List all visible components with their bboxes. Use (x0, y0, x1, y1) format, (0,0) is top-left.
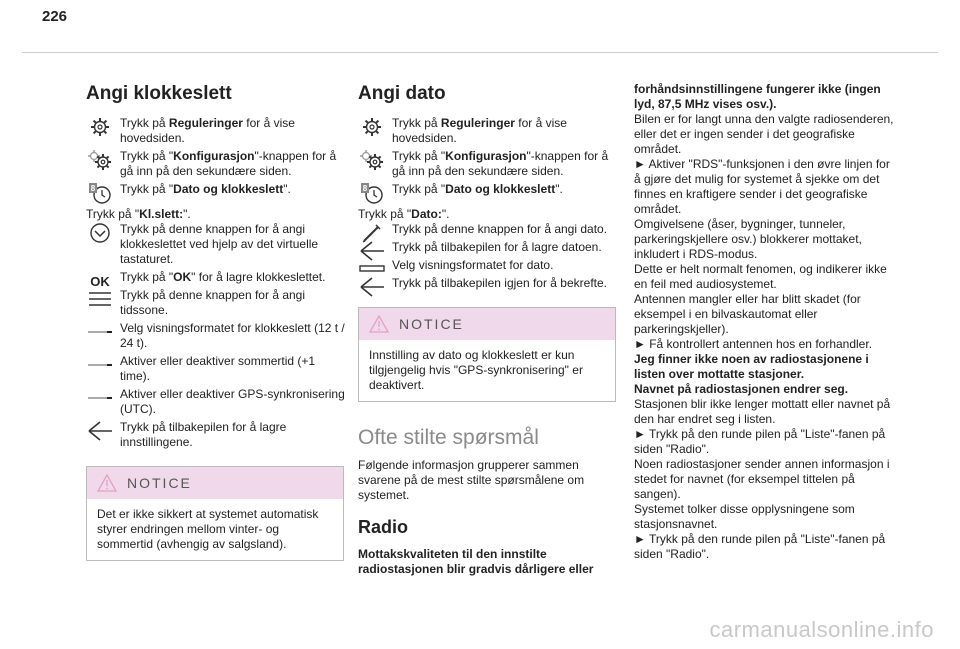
svg-text:8: 8 (90, 184, 96, 193)
column-set-date (358, 82, 616, 577)
step-item (358, 276, 616, 291)
step-item (358, 182, 616, 197)
gear-icon (358, 116, 386, 138)
step-item (86, 270, 348, 289)
clock-8-icon (358, 182, 386, 204)
step-item (86, 354, 348, 384)
notice-header (359, 308, 615, 340)
faq-answer: ► Få kontrollert antennen hos en forhandler. (634, 337, 873, 351)
step-item (358, 240, 616, 255)
notice-header (87, 467, 343, 499)
notice-title: NOTICE (399, 315, 464, 332)
header-divider (22, 52, 938, 53)
faq-answer: Bilen er for langt unna den valgte radiosenderen, eller det er ingen sender i det geografiske området. (634, 112, 894, 156)
step-text: Velg visningsformatet for klokkeslett (12 t / 24 t). (120, 321, 345, 350)
faq-intro: Følgende informasjon grupperer sammen svarene på de mest stilte spørsmålene om systemet. (358, 458, 585, 502)
step-text: Trykk på Reguleringer for å vise hovedsiden. (120, 116, 295, 145)
faq-title: Ofte stilte spørsmål (358, 426, 539, 449)
faq-answer: Omgivelsene (åser, bygninger, tunneler, parkeringskjellere osv.) blokkerer mottaket, inkludert i RDS-modus. (634, 217, 862, 261)
clock-8-icon (86, 182, 114, 204)
back-arrow-icon (358, 276, 386, 298)
step-text: Trykk på tilbakepilen for å lagre innstillingene. (120, 420, 287, 449)
step-item (86, 182, 348, 197)
column-set-time (86, 82, 348, 561)
toggle-icon (86, 387, 114, 409)
ok-icon: OK (90, 273, 110, 289)
step-text: Trykk på "Konfigurasjon"-knappen for å gå inn på den sekundære siden. (120, 149, 337, 178)
step-text: Trykk på denne knappen for å angi tidssone. (120, 288, 306, 317)
step-text: Trykk på "OK" for å lagre klokkeslettet. (120, 270, 326, 284)
notice-title: NOTICE (127, 474, 192, 491)
section-title-set-date: Angi dato (358, 83, 446, 104)
toggle-icon (86, 354, 114, 376)
notice-box (86, 466, 344, 561)
steps-list-2 (358, 222, 616, 291)
dropdown-icon (86, 222, 114, 244)
notice-text: Innstilling av dato og klokkeslett er kun tilgjengelig hvis "GPS-synkronisering" er deaktivert. (369, 348, 583, 392)
step-text: Trykk på tilbakepilen for å lagre datoen. (392, 240, 602, 254)
step-item (86, 420, 348, 450)
watermark: carmanualsonline.info (709, 617, 934, 642)
step-item (86, 387, 348, 417)
step-text: Trykk på Reguleringer for å vise hovedsiden. (392, 116, 567, 145)
radio-title: Radio (358, 517, 409, 537)
step-text: Trykk på "Konfigurasjon"-knappen for å gå inn på den sekundære siden. (392, 149, 609, 178)
step-item (86, 116, 348, 146)
svg-text:8: 8 (362, 184, 368, 193)
faq-answer: ► Trykk på den runde pilen på "Liste"-fanen på siden "Radio". (634, 532, 886, 561)
notice-box (358, 307, 616, 402)
step-text: Trykk på denne knappen for å angi klokkeslettet ved hjelp av det virtuelle tastaturet. (120, 222, 319, 266)
faq-question: Navnet på radiostasjonen endrer seg. (634, 382, 849, 396)
double-gear-icon (86, 149, 114, 171)
faq-answer: Antennen mangler eller har blitt skadet (for eksempel i en bilvaskautomat eller parkeringskjeller). (634, 292, 861, 336)
step-item (358, 116, 616, 146)
kl-instruction: Trykk på "Kl.slett:". (86, 207, 191, 221)
step-text: Trykk på "Dato og klokkeslett". (120, 182, 291, 196)
page-number: 226 (42, 8, 68, 25)
step-text: Aktiver eller deaktiver sommertid (+1 time). (120, 354, 316, 383)
step-text: Aktiver eller deaktiver GPS-synkronisering (UTC). (120, 387, 345, 416)
faq-answer: ► Trykk på den runde pilen på "Liste"-fanen på siden "Radio". (634, 427, 886, 456)
step-text: Trykk på "Dato og klokkeslett". (392, 182, 563, 196)
step-item (86, 288, 348, 318)
faq-answer: Systemet tolker disse opplysningene som stasjonsnavnet. (634, 502, 855, 531)
notice-text: Det er ikke sikkert at systemet automatisk styrer endringen mellom vinter- og sommertid (avhengig av salgsland). (97, 507, 319, 551)
warning-icon (97, 474, 117, 492)
steps-list (358, 116, 616, 197)
step-text: Velg visningsformatet for dato. (392, 258, 554, 272)
step-item (358, 149, 616, 179)
steps-list (86, 116, 348, 197)
column-faq-radio (634, 82, 896, 562)
step-item (358, 258, 616, 273)
gear-icon (86, 116, 114, 138)
step-text: Trykk på tilbakepilen igjen for å bekrefte. (392, 276, 607, 290)
dato-instruction: Trykk på "Dato:". (358, 207, 450, 221)
list-icon (86, 288, 114, 310)
faq-answer: Noen radiostasjoner sender annen informasjon i stedet for navnet (for eksempel tittelen på sangen). (634, 457, 890, 501)
step-item (86, 222, 348, 267)
steps-list-2 (86, 222, 348, 450)
faq-question: Jeg finner ikke noen av radiostasjonene i listen over mottatte stasjoner. (634, 352, 869, 381)
section-title-set-time: Angi klokkeslett (86, 83, 232, 104)
faq-answer: Stasjonen blir ikke lenger mottatt eller navnet på den har endret seg i listen. (634, 397, 891, 426)
faq-answer: Dette er helt normalt fenomen, og indikerer ikke en feil med audiosystemet. (634, 262, 887, 291)
toggle-icon (86, 321, 114, 343)
step-item (358, 222, 616, 237)
warning-icon (369, 315, 389, 333)
step-text: Trykk på denne knappen for å angi dato. (392, 222, 608, 236)
step-item (86, 321, 348, 351)
back-arrow-icon (86, 420, 114, 442)
radio-question: Mottakskvaliteten til den innstilte radiostasjonen blir gradvis dårligere eller (358, 547, 594, 576)
faq-question: forhåndsinnstillingene fungerer ikke (ingen lyd, 87,5 MHz vises osv.). (634, 82, 881, 111)
faq-answer: ► Aktiver "RDS"-funksjonen i den øvre linjen for å gjøre det mulig for systemet å sjekke om det finnes en kraftigere sender i det geografiske området. (634, 157, 890, 216)
double-gear-icon (358, 149, 386, 171)
step-item (86, 149, 348, 179)
